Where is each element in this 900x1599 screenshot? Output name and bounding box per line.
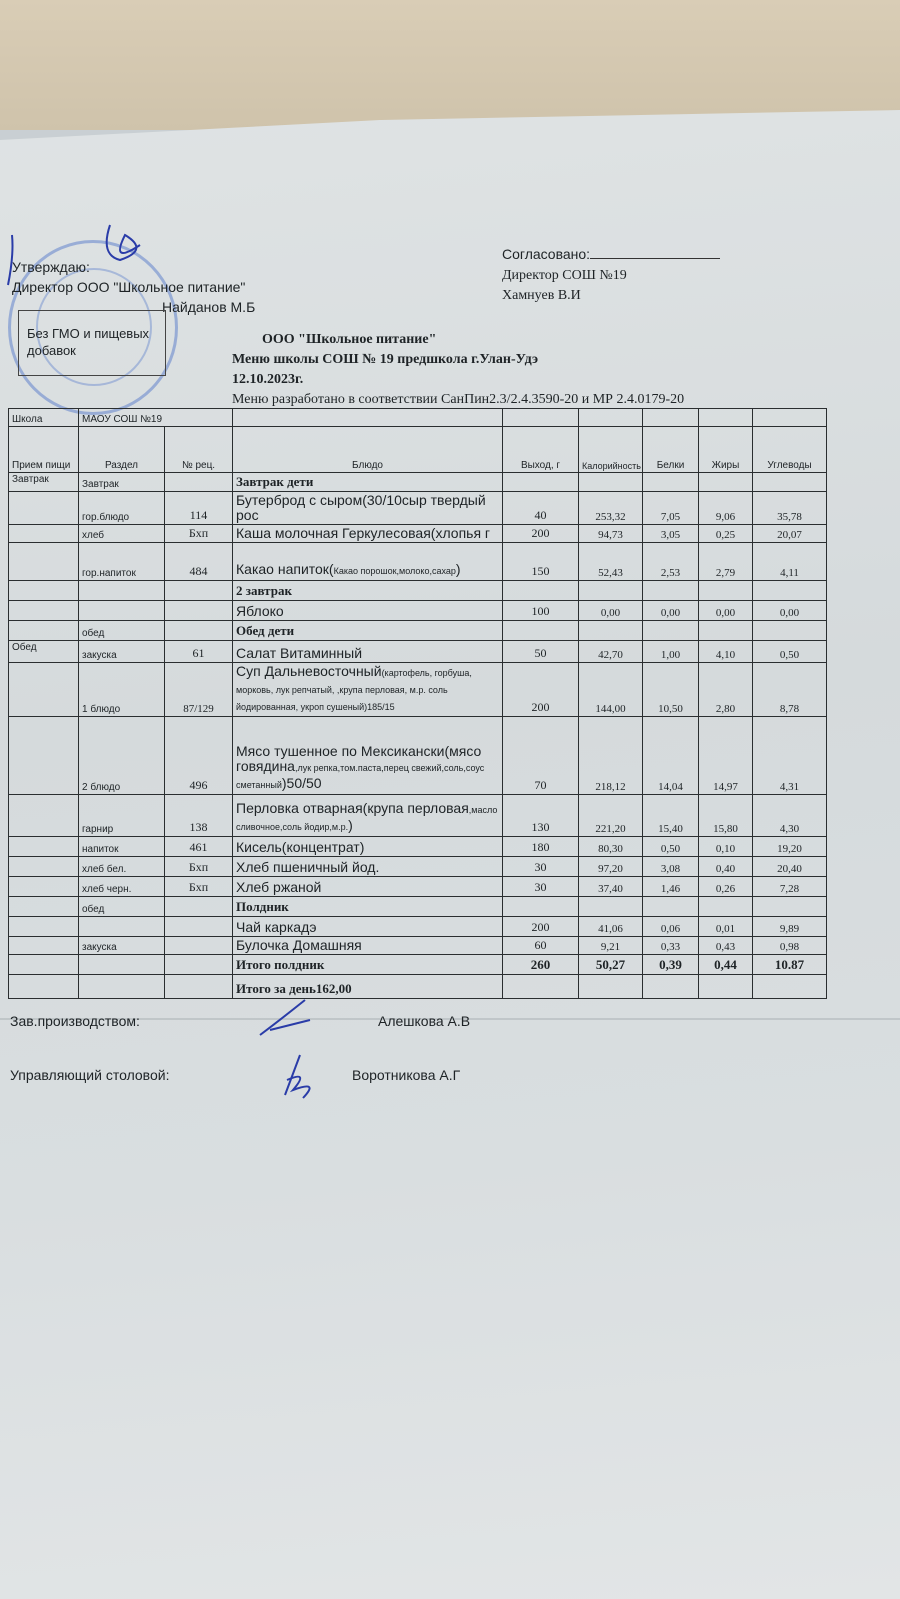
cell-calories xyxy=(579,975,643,999)
dish-ingredients: ,масло сливочное,соль йодир,м.р. xyxy=(236,805,498,832)
agreement-block xyxy=(502,244,720,306)
cell-carbs: 20,07 xyxy=(753,525,827,543)
cell-meal xyxy=(9,975,79,999)
cell-meal: Завтрак xyxy=(9,473,79,492)
cell-proteins xyxy=(643,975,699,999)
cell-section: гор.напиток xyxy=(79,543,165,581)
production-signature xyxy=(250,990,330,1050)
footer-prod-label: Зав.производством: xyxy=(10,1013,140,1029)
cell-meal xyxy=(9,601,79,621)
cell-section: закуска xyxy=(79,937,165,955)
cell-fats xyxy=(699,897,753,917)
cell-dish: Булочка Домашняя xyxy=(233,937,503,955)
cell-meal xyxy=(9,877,79,897)
cell-dish: Каша молочная Геркулесовая(хлопья г xyxy=(233,525,503,543)
cell-carbs: 4,11 xyxy=(753,543,827,581)
table-row xyxy=(9,543,827,581)
cell-dish: 2 завтрак xyxy=(233,581,503,601)
menu-title: Меню школы СОШ № 19 предшкола г.Улан-Удэ xyxy=(232,352,539,367)
cell-fats: 15,80 xyxy=(699,795,753,837)
approval-name: Найданов М.Б xyxy=(162,299,256,315)
cell-carbs xyxy=(753,473,827,492)
cell-yield xyxy=(503,897,579,917)
cell-meal xyxy=(9,917,79,937)
table-row xyxy=(9,795,827,837)
cell-carbs xyxy=(753,975,827,999)
cell-carbs xyxy=(753,581,827,601)
cell-yield: 50 xyxy=(503,641,579,663)
table-row xyxy=(9,877,827,897)
cell-yield: 180 xyxy=(503,837,579,857)
cell-calories: 0,00 xyxy=(579,601,643,621)
cell-recipe xyxy=(165,621,233,641)
cell-dish: Салат Витаминный xyxy=(233,641,503,663)
cell-yield: 200 xyxy=(503,663,579,717)
table-row xyxy=(9,473,827,492)
cell-meal xyxy=(9,621,79,641)
cell-meal xyxy=(9,525,79,543)
cell-carbs: 0,98 xyxy=(753,937,827,955)
header-proteins: Белки xyxy=(643,427,699,473)
cell-calories: 80,30 xyxy=(579,837,643,857)
cell-proteins xyxy=(643,473,699,492)
cell-recipe xyxy=(165,975,233,999)
cell-fats: 4,10 xyxy=(699,641,753,663)
cell-proteins xyxy=(643,581,699,601)
cell-fats: 0,26 xyxy=(699,877,753,897)
cell-recipe xyxy=(165,601,233,621)
cell-recipe: 87/129 xyxy=(165,663,233,717)
cell-fats: 0,00 xyxy=(699,601,753,621)
cell-recipe xyxy=(165,581,233,601)
cell-fats: 0,25 xyxy=(699,525,753,543)
cell-yield: 200 xyxy=(503,917,579,937)
cell-carbs xyxy=(753,621,827,641)
cell-proteins: 0,00 xyxy=(643,601,699,621)
cell-dish: Хлеб пшеничный йод. xyxy=(233,857,503,877)
document-title xyxy=(232,330,684,410)
table-row xyxy=(9,897,827,917)
cell-proteins xyxy=(643,621,699,641)
approval-title: Утверждаю: xyxy=(12,259,90,275)
cell-fats xyxy=(699,581,753,601)
header-fats: Жиры xyxy=(699,427,753,473)
header-meal: Прием пищи xyxy=(9,427,79,473)
table-row xyxy=(9,937,827,955)
cell-yield xyxy=(503,621,579,641)
cell-proteins xyxy=(643,897,699,917)
cell-proteins: 14,04 xyxy=(643,717,699,795)
cell-yield: 40 xyxy=(503,492,579,525)
agreement-name: Хамнуев В.И xyxy=(502,288,581,303)
org-name: ООО "Школьное питание" xyxy=(262,332,437,347)
cell-calories xyxy=(579,581,643,601)
cell-proteins: 0,06 xyxy=(643,917,699,937)
table-header-row xyxy=(9,409,827,427)
header-calories: Калорийность xyxy=(579,427,643,473)
header-dish: Блюдо xyxy=(233,427,503,473)
cell-carbs: 7,28 xyxy=(753,877,827,897)
background-wall xyxy=(0,0,900,130)
cell-section: 2 блюдо xyxy=(79,717,165,795)
cell-meal xyxy=(9,897,79,917)
cell-recipe: 61 xyxy=(165,641,233,663)
cell-calories: 97,20 xyxy=(579,857,643,877)
cell-section: 1 блюдо xyxy=(79,663,165,717)
footer-prod-name: Алешкова А.В xyxy=(378,1013,471,1029)
cell-meal xyxy=(9,857,79,877)
cell-section: гор.блюдо xyxy=(79,492,165,525)
cell-meal xyxy=(9,663,79,717)
cell-calories xyxy=(579,621,643,641)
cell-fats: 0,44 xyxy=(699,955,753,975)
cell-calories: 50,27 xyxy=(579,955,643,975)
cell-fats: 0,43 xyxy=(699,937,753,955)
cell-fats xyxy=(699,621,753,641)
agreement-sign-line xyxy=(590,245,720,259)
dish-ingredients: (картофель, горбуша, морковь, лук репчатый, ,крупа перловая, м.р. соль йодированная, укроп сушеный)185/15 xyxy=(236,668,472,712)
cell-recipe: 114 xyxy=(165,492,233,525)
cell-recipe: 496 xyxy=(165,717,233,795)
cell-section xyxy=(79,601,165,621)
cell-fats: 0,40 xyxy=(699,857,753,877)
table-row xyxy=(9,641,827,663)
header-section: Раздел xyxy=(79,427,165,473)
cell-yield: 70 xyxy=(503,717,579,795)
cell-section: Завтрак xyxy=(79,473,165,492)
cell-section: обед xyxy=(79,621,165,641)
menu-norm: Меню разработано в соответствии СанПин2.3/2.4.3590-20 и МР 2.4.0179-20 xyxy=(232,392,685,407)
cell-dish: Хлеб ржаной xyxy=(233,877,503,897)
cell-meal xyxy=(9,581,79,601)
cell-section xyxy=(79,581,165,601)
cell-dish: Какао напиток(Какао порошок,молоко,сахар) xyxy=(233,543,503,581)
table-row xyxy=(9,525,827,543)
cell-yield: 200 xyxy=(503,525,579,543)
table-row xyxy=(9,837,827,857)
dish-ingredients: ,лук репка,том.паста,перец свежий,соль,соус сметанный xyxy=(236,763,485,790)
cell-carbs xyxy=(753,897,827,917)
cell-recipe xyxy=(165,473,233,492)
table-row xyxy=(9,917,827,937)
cell-recipe: Бхп xyxy=(165,877,233,897)
table-row xyxy=(9,717,827,795)
cell-fats: 0,01 xyxy=(699,917,753,937)
table-row xyxy=(9,621,827,641)
cell-recipe: Бхп xyxy=(165,525,233,543)
cell-proteins: 2,53 xyxy=(643,543,699,581)
table-row xyxy=(9,857,827,877)
cell-calories: 52,43 xyxy=(579,543,643,581)
cell-yield: 150 xyxy=(503,543,579,581)
cell-yield xyxy=(503,581,579,601)
cell-recipe: 484 xyxy=(165,543,233,581)
table-row xyxy=(9,975,827,999)
cell-fats: 9,06 xyxy=(699,492,753,525)
footer-canteen-label: Управляющий столовой: xyxy=(10,1067,170,1083)
table-header-row xyxy=(9,427,827,473)
cell-section xyxy=(79,975,165,999)
cell-proteins: 0,39 xyxy=(643,955,699,975)
cell-yield: 60 xyxy=(503,937,579,955)
cell-proteins: 1,46 xyxy=(643,877,699,897)
footer-canteen-name: Воротникова А.Г xyxy=(352,1067,461,1083)
cell-proteins: 0,50 xyxy=(643,837,699,857)
cell-carbs: 8,78 xyxy=(753,663,827,717)
cell-recipe: 138 xyxy=(165,795,233,837)
cell-dish: Мясо тушенное по Мексикански(мясо говядина,лук репка,том.паста,перец свежий,соль,соус сметанный)50/50 xyxy=(233,717,503,795)
cell-section: напиток xyxy=(79,837,165,857)
cell-carbs: 0,50 xyxy=(753,641,827,663)
cell-recipe xyxy=(165,937,233,955)
cell-calories: 218,12 xyxy=(579,717,643,795)
cell-meal xyxy=(9,937,79,955)
cell-calories: 144,00 xyxy=(579,663,643,717)
canteen-signature xyxy=(265,1050,345,1105)
cell-fats xyxy=(699,975,753,999)
cell-yield: 260 xyxy=(503,955,579,975)
header-yield: Выход, г xyxy=(503,427,579,473)
table-row xyxy=(9,492,827,525)
cell-proteins: 10,50 xyxy=(643,663,699,717)
cell-dish: Итого за день162,00 xyxy=(233,975,503,999)
menu-date: 12.10.2023г. xyxy=(232,372,304,387)
cell-fats xyxy=(699,473,753,492)
cell-carbs: 0,00 xyxy=(753,601,827,621)
table-row xyxy=(9,955,827,975)
cell-proteins: 15,40 xyxy=(643,795,699,837)
cell-meal xyxy=(9,717,79,795)
agreement-title: Согласовано: xyxy=(502,246,591,262)
table-row xyxy=(9,581,827,601)
cell-proteins: 3,08 xyxy=(643,857,699,877)
cell-dish: Яблоко xyxy=(233,601,503,621)
cell-dish: Бутерброд с сыром(30/10сыр твердый рос xyxy=(233,492,503,525)
table-row xyxy=(9,601,827,621)
cell-fats: 2,79 xyxy=(699,543,753,581)
cell-proteins: 1,00 xyxy=(643,641,699,663)
cell-calories xyxy=(579,473,643,492)
cell-proteins: 3,05 xyxy=(643,525,699,543)
cell-calories: 221,20 xyxy=(579,795,643,837)
cell-dish: Перловка отварная(крупа перловая,масло сливочное,соль йодир,м.р.) xyxy=(233,795,503,837)
cell-meal xyxy=(9,492,79,525)
cell-recipe xyxy=(165,955,233,975)
cell-calories: 94,73 xyxy=(579,525,643,543)
cell-meal xyxy=(9,795,79,837)
agreement-position: Директор СОШ №19 xyxy=(502,268,627,283)
approval-position: Директор ООО "Школьное питание" xyxy=(12,279,246,295)
cell-calories xyxy=(579,897,643,917)
cell-meal xyxy=(9,955,79,975)
cell-yield: 30 xyxy=(503,857,579,877)
cell-dish: Чай каркадэ xyxy=(233,917,503,937)
cell-proteins: 0,33 xyxy=(643,937,699,955)
cell-section: обед xyxy=(79,897,165,917)
cell-dish: Итого полдник xyxy=(233,955,503,975)
approval-signature xyxy=(0,215,160,295)
cell-yield xyxy=(503,473,579,492)
cell-calories: 253,32 xyxy=(579,492,643,525)
cell-recipe: Бхп xyxy=(165,857,233,877)
cell-meal: Обед xyxy=(9,641,79,663)
table-row xyxy=(9,663,827,717)
cell-section xyxy=(79,917,165,937)
cell-section: хлеб черн. xyxy=(79,877,165,897)
cell-recipe xyxy=(165,897,233,917)
cell-carbs: 9,89 xyxy=(753,917,827,937)
dish-ingredients: Какао порошок,молоко,сахар xyxy=(333,566,456,576)
header-school: Школа xyxy=(9,409,79,427)
gmo-free-box: Без ГМО и пищевых добавок xyxy=(18,310,166,376)
cell-dish: Суп Дальневосточный(картофель, горбуша, морковь, лук репчатый, ,крупа перловая, м.р. соль йодированная, укроп сушеный)185/15 xyxy=(233,663,503,717)
cell-carbs: 19,20 xyxy=(753,837,827,857)
cell-recipe xyxy=(165,917,233,937)
menu-table xyxy=(8,408,827,999)
cell-recipe: 461 xyxy=(165,837,233,857)
cell-yield: 100 xyxy=(503,601,579,621)
cell-section xyxy=(79,955,165,975)
cell-yield: 130 xyxy=(503,795,579,837)
cell-section: гарнир xyxy=(79,795,165,837)
cell-carbs: 35,78 xyxy=(753,492,827,525)
cell-meal xyxy=(9,543,79,581)
header-school-value: МАОУ СОШ №19 xyxy=(79,409,233,427)
cell-yield: 30 xyxy=(503,877,579,897)
header-carbs: Углеводы xyxy=(753,427,827,473)
cell-section: закуска xyxy=(79,641,165,663)
cell-proteins: 7,05 xyxy=(643,492,699,525)
cell-fats: 14,97 xyxy=(699,717,753,795)
cell-calories: 37,40 xyxy=(579,877,643,897)
cell-section: хлеб бел. xyxy=(79,857,165,877)
cell-fats: 2,80 xyxy=(699,663,753,717)
cell-dish: Завтрак дети xyxy=(233,473,503,492)
cell-meal xyxy=(9,837,79,857)
cell-yield xyxy=(503,975,579,999)
header-rec: № рец. xyxy=(165,427,233,473)
cell-calories: 41,06 xyxy=(579,917,643,937)
cell-calories: 9,21 xyxy=(579,937,643,955)
cell-dish: Кисель(концентрат) xyxy=(233,837,503,857)
cell-carbs: 4,30 xyxy=(753,795,827,837)
cell-carbs: 20,40 xyxy=(753,857,827,877)
cell-carbs: 4,31 xyxy=(753,717,827,795)
cell-dish: Полдник xyxy=(233,897,503,917)
cell-dish: Обед дети xyxy=(233,621,503,641)
cell-fats: 0,10 xyxy=(699,837,753,857)
cell-calories: 42,70 xyxy=(579,641,643,663)
cell-carbs: 10.87 xyxy=(753,955,827,975)
cell-section: хлеб xyxy=(79,525,165,543)
